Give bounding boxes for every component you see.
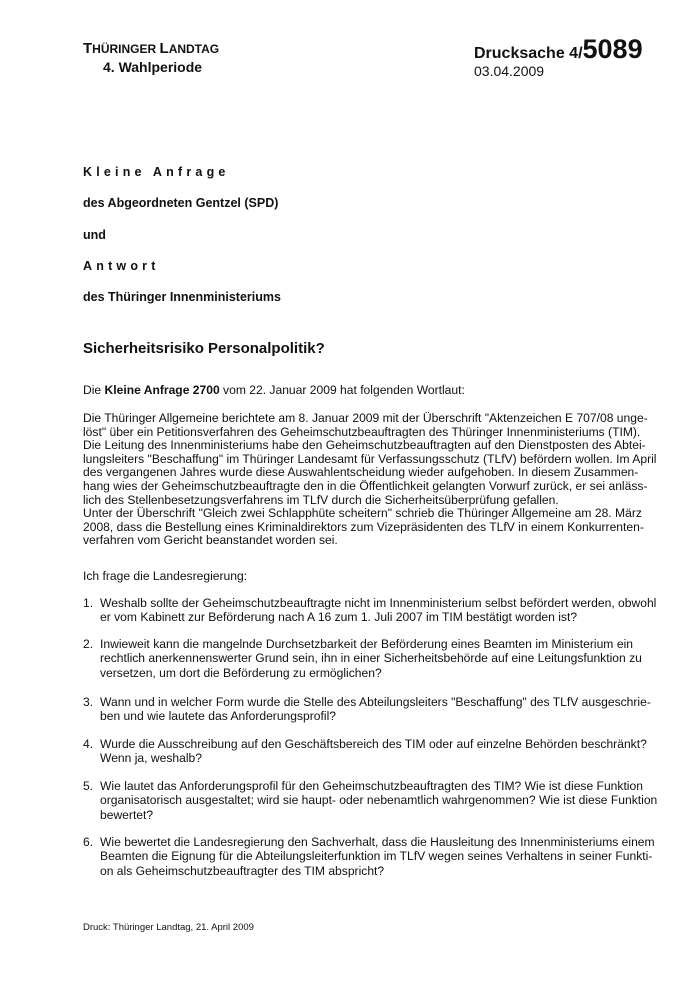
question-text	[100, 835, 655, 878]
question-text	[100, 737, 647, 766]
body-line: hang wies der Geheimschutzbeauftragte den in die Öffentlichkeit gelangten Vorwurf zurück, er sei anläss-	[83, 478, 648, 493]
intro-bold: Kleine Anfrage 2700	[104, 383, 220, 397]
question-line: bewertet?	[100, 807, 154, 822]
question-line: Wenn ja, weshalb?	[100, 751, 202, 766]
question-number: 2.	[83, 637, 94, 651]
wahlperiode: 4. Wahlperiode	[103, 59, 203, 75]
body-line: lich des Stellenbesetzungsverfahrens im TLfV durch die Sicherheitsüberprüfung gefallen.	[83, 492, 559, 507]
document-title: Sicherheitsrisiko Personalpolitik?	[83, 340, 325, 357]
body-line: Die Thüringer Allgemeine berichtete am 8. Januar 2009 mit der Überschrift "Aktenzeichen E 707/08 unge-	[83, 411, 648, 425]
body-line: des vergangenen Jahres wurde diese Auswahlentscheidung wieder aufgehoben. In diesem Zusammen-	[83, 465, 639, 480]
question-number: 3.	[83, 695, 94, 709]
landtag-name	[83, 40, 219, 58]
heading-ministerium: des Thüringer Innenministeriums	[83, 290, 281, 304]
frage-intro: Ich frage die Landesregierung:	[83, 569, 248, 583]
question-number: 1.	[83, 596, 94, 610]
question-line: Wie bewertet die Landesregierung den Sachverhalt, dass die Hausleitung des Innenministeriums einem	[100, 835, 655, 849]
heading-antwort: Antwort	[83, 259, 160, 273]
question-line: ben und wie lautete das Anforderungsprofil?	[100, 709, 336, 724]
question-text	[100, 695, 651, 724]
footer-print-note: Druck: Thüringer Landtag, 21. April 2009	[83, 922, 254, 933]
intro-paragraph	[83, 384, 633, 398]
question-line: Wann und in welcher Form wurde die Stelle des Abteilungsleiters "Beschaffung" des TLfV ausgeschrie-	[100, 695, 651, 709]
body-line: Unter der Überschrift "Gleich zwei Schlapphüte scheitern" schrieb die Thüringer Allgemeine am 28. März	[83, 506, 642, 521]
question-text	[100, 596, 657, 625]
landtag-rest-2: ANDTAG	[168, 42, 220, 56]
question-line: rechtlich anerkennenswerter Grund sein, ihn in einer Sicherheitsbehörde auf eine Leitungsfunktion zu	[100, 651, 642, 666]
question-line: Wie lautet das Anforderungsprofil für den Geheimschutzbeauftragten des TIM? Wie ist diese Funktion	[100, 779, 643, 793]
drucksache-label: Drucksache 4/	[474, 45, 583, 62]
drucksache-ref	[474, 34, 643, 65]
question-line: er vom Kabinett zur Beförderung nach A 16 zum 1. Juli 2007 im TIM bestätigt worden ist?	[100, 610, 578, 625]
question-number: 6.	[83, 835, 94, 849]
document-date: 03.04.2009	[474, 63, 545, 79]
question-number: 5.	[83, 779, 94, 793]
heading-und: und	[83, 228, 106, 242]
question-line: Wurde die Ausschreibung auf den Geschäftsbereich des TIM oder auf einzelne Behörden beschränkt?	[100, 737, 647, 751]
body-paragraph	[83, 411, 657, 548]
question-text	[100, 779, 658, 822]
intro-post: vom 22. Januar 2009 hat folgenden Wortlaut:	[219, 383, 465, 397]
question-line: Weshalb sollte der Geheimschutzbeauftragte nicht im Innenministerium selbst befördert werden, obwohl	[100, 596, 657, 610]
landtag-initial-l: L	[159, 40, 169, 57]
question-line: Inwieweit kann die mangelnde Durchsetzbarkeit der Beförderung eines Beamten im Ministerium ein	[100, 637, 633, 651]
question-line: organisatorisch ausgestaltet; wird sie haupt- oder nebenamtlich wahrgenommen? Wie ist diese Funktion	[100, 793, 658, 808]
question-number: 4.	[83, 737, 94, 751]
body-line: lungsleiters "Beschaffung" im Thüringer Landesamt für Verfassungsschutz (TLfV) befördern wollen. Im April	[83, 451, 657, 466]
landtag-rest-1: HÜRINGER	[92, 42, 160, 56]
body-line: verfahren vom Gericht beanstandet worden sei.	[83, 533, 338, 548]
question-line: versetzen, um dort die Beförderung zu ermöglichen?	[100, 665, 382, 680]
question-text	[100, 637, 642, 680]
question-line: Beamten die Eignung für die Abteilungsleiterfunktion im TLfV wegen seines Verhaltens in seiner Funkti-	[100, 849, 653, 864]
drucksache-number: 5089	[582, 34, 643, 64]
body-line: 2008, dass die Bestellung eines Kriminaldirektors zum Vizepräsidenten des TLfV in einem Konkurrenten-	[83, 519, 644, 534]
heading-kleine-anfrage: Kleine Anfrage	[83, 165, 230, 179]
body-line: löst" über ein Petitionsverfahren des Geheimschutzbeauftragten des Thüringer Innenministeriums (TIM).	[83, 424, 641, 439]
heading-abgeordneter: des Abgeordneten Gentzel (SPD)	[83, 196, 279, 210]
landtag-initial-t: T	[83, 40, 93, 57]
body-line: Die Leitung des Innenministeriums habe den Geheimschutzbeauftragten auf den Dienstposten des Abtei-	[83, 438, 646, 453]
intro-pre: Die	[83, 383, 105, 397]
question-line: on als Geheimschutzbeauftragter des TIM abspricht?	[100, 863, 385, 878]
